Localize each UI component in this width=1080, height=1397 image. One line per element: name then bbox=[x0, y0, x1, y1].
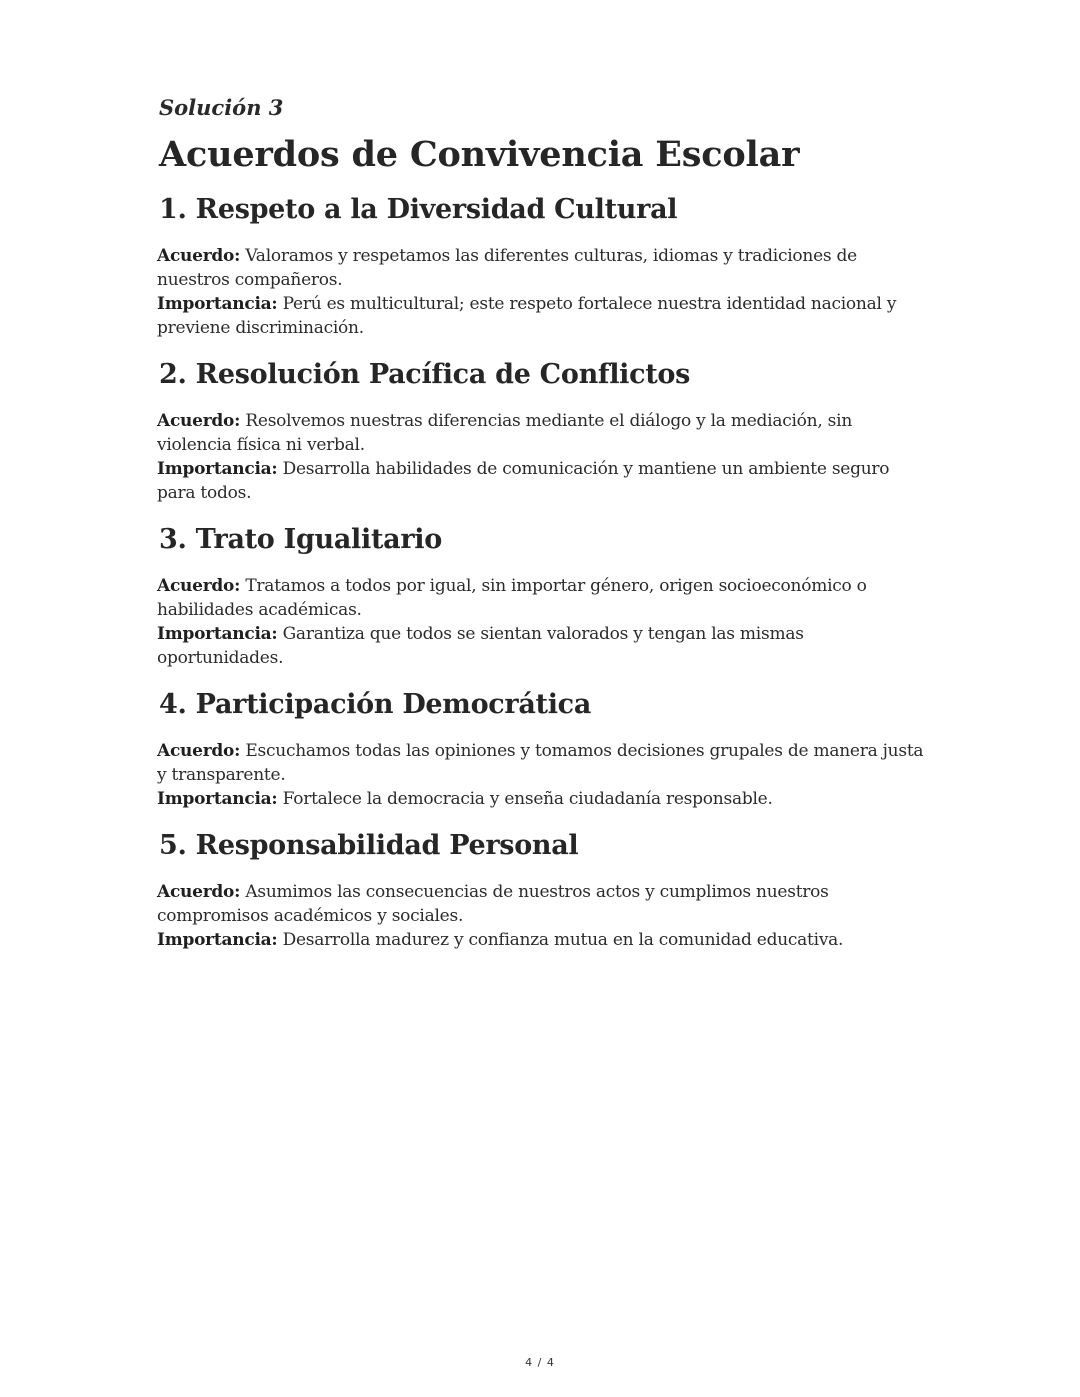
agreement-label: Acuerdo: bbox=[157, 411, 241, 431]
importance-paragraph bbox=[157, 457, 927, 505]
importance-label: Importancia: bbox=[157, 789, 278, 809]
agreement-label: Acuerdo: bbox=[157, 246, 241, 266]
importance-paragraph bbox=[157, 292, 927, 340]
section-responsabilidad-personal bbox=[157, 826, 927, 952]
section-resolucion-conflictos bbox=[157, 355, 927, 505]
agreement-text: Escuchamos todas las opiniones y tomamos decisiones grupales de manera justa y transparente. bbox=[157, 741, 924, 785]
agreement-text: Valoramos y respetamos las diferentes culturas, idiomas y tradiciones de nuestros compañeros. bbox=[157, 246, 857, 290]
section-body bbox=[157, 244, 927, 340]
importance-text: Fortalece la democracia y enseña ciudadanía responsable. bbox=[277, 789, 773, 809]
section-participacion-democratica bbox=[157, 685, 927, 811]
agreement-label: Acuerdo: bbox=[157, 576, 241, 596]
agreement-paragraph bbox=[157, 880, 927, 928]
agreement-paragraph bbox=[157, 739, 927, 787]
section-heading: 3. Trato Igualitario bbox=[159, 524, 442, 555]
agreement-paragraph bbox=[157, 409, 927, 457]
importance-text: Desarrolla habilidades de comunicación y mantiene un ambiente seguro para todos. bbox=[157, 459, 890, 503]
section-heading: 2. Resolución Pacífica de Conflictos bbox=[159, 359, 691, 390]
importance-paragraph bbox=[157, 928, 927, 952]
agreement-label: Acuerdo: bbox=[157, 882, 241, 902]
agreement-label: Acuerdo: bbox=[157, 741, 241, 761]
document-title: Acuerdos de Convivencia Escolar bbox=[159, 134, 800, 175]
agreement-text: Asumimos las consecuencias de nuestros actos y cumplimos nuestros compromisos académicos y sociales. bbox=[157, 882, 829, 926]
section-heading: 1. Respeto a la Diversidad Cultural bbox=[159, 194, 678, 225]
importance-label: Importancia: bbox=[157, 624, 278, 644]
agreement-text: Resolvemos nuestras diferencias mediante el diálogo y la mediación, sin violencia física ni verbal. bbox=[157, 411, 853, 455]
importance-paragraph bbox=[157, 622, 927, 670]
section-respeto-diversidad bbox=[157, 190, 927, 340]
section-body bbox=[157, 880, 927, 952]
agreement-paragraph bbox=[157, 244, 927, 292]
section-body bbox=[157, 409, 927, 505]
importance-text: Perú es multicultural; este respeto fortalece nuestra identidad nacional y previene discriminación. bbox=[157, 294, 897, 338]
agreement-text: Tratamos a todos por igual, sin importar género, origen socioeconómico o habilidades académicas. bbox=[157, 576, 867, 620]
importance-text: Garantiza que todos se sientan valorados y tengan las mismas oportunidades. bbox=[157, 624, 804, 668]
section-body bbox=[157, 739, 927, 811]
importance-paragraph bbox=[157, 787, 927, 811]
section-body bbox=[157, 574, 927, 670]
importance-label: Importancia: bbox=[157, 930, 278, 950]
importance-text: Desarrolla madurez y confianza mutua en la comunidad educativa. bbox=[277, 930, 844, 950]
importance-label: Importancia: bbox=[157, 294, 278, 314]
document-subtitle: Solución 3 bbox=[159, 95, 284, 120]
section-heading: 5. Responsabilidad Personal bbox=[159, 830, 579, 861]
agreement-paragraph bbox=[157, 574, 927, 622]
section-trato-igualitario bbox=[157, 520, 927, 670]
document-content bbox=[157, 92, 927, 967]
importance-label: Importancia: bbox=[157, 459, 278, 479]
section-heading: 4. Participación Democrática bbox=[159, 689, 592, 720]
page-number: 4 / 4 bbox=[525, 1356, 555, 1369]
